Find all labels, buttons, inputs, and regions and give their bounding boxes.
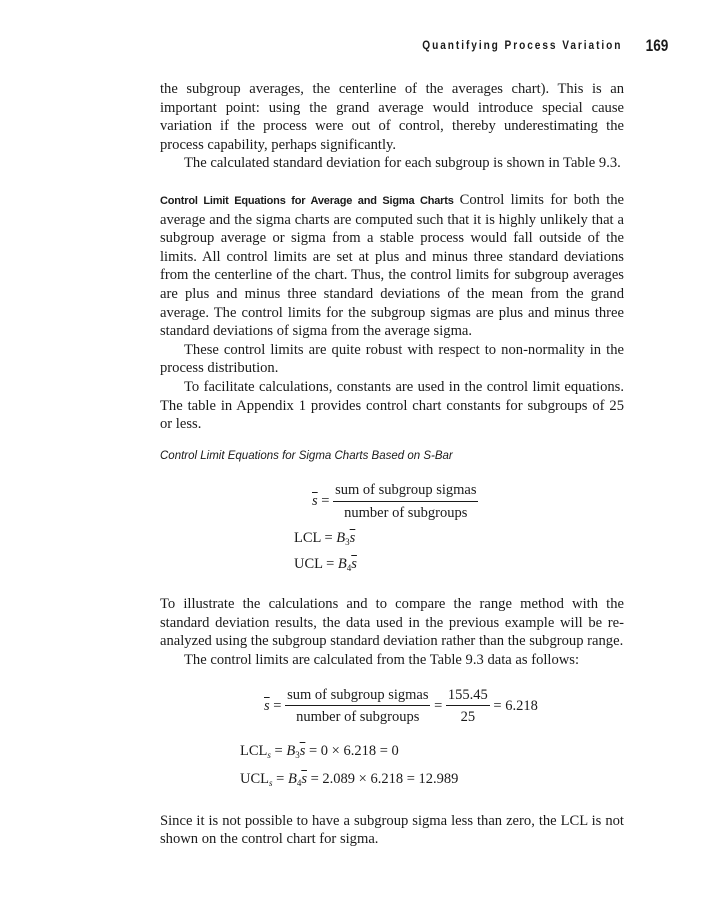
- equation-block-s-bar: [160, 475, 624, 575]
- section-heading: Control Limit Equations for Average and Sigma Charts: [160, 194, 454, 207]
- equation-block-calculation: [160, 680, 624, 796]
- paragraph: The calculated standard deviation for each subgroup is shown in Table 9.3.: [184, 155, 621, 172]
- fraction-values: $\frac{155.45}{25}$: [447, 686, 488, 726]
- s-bar-equation: $\overline{s}$ = $\frac{\text{sum of subgroup sigmas}}{\text{number of subgroups}}$: [312, 482, 477, 521]
- fraction: $\frac{\text{sum of subgroup sigmas}}{\text{number of subgroups}}$: [287, 686, 429, 726]
- s-bar-calculation: $\overline{s}$ = $\frac{\text{sum of subgroup sigmas}}{\text{number of subgroups}}$ = $\frac{155.45}{25}$ = 6.218: [264, 686, 538, 726]
- paragraph: To illustrate the calculations and to compare the range method with the standard deviation results, the data used in the previous example will be re-analyzed using the subgroup standard deviation rather than the subgroup range.: [160, 596, 624, 650]
- paragraph: To facilitate calculations, constants are used in the control limit equations. The table in Appendix 1 provides control chart constants for subgroups of 25 or less.: [160, 378, 624, 433]
- paragraph: The control limits are calculated from the Table 9.3 data as follows:: [184, 652, 580, 669]
- equation-heading: Control Limit Equations for Sigma Charts Based on S-Bar: [160, 449, 453, 462]
- paragraph: Since it is not possible to have a subgroup sigma less than zero, the LCL is not shown on the control chart for sigma.: [160, 812, 624, 848]
- ucl-calculation: $UCL_s = B_4\overline{s} = 2.089 \times 6.218 = 12.989$: [240, 770, 459, 788]
- page-header: [160, 38, 668, 58]
- page-body: [160, 80, 624, 849]
- lcl-equation: LCL = $B_3\overline{s}$: [294, 530, 356, 548]
- running-title: Quantifying Process Variation: [421, 40, 622, 52]
- ucl-equation: UCL = $B_4\overline{s}$: [294, 556, 357, 574]
- page-number: 169: [645, 36, 668, 55]
- lcl-calculation: $LCL_s = B_3\overline{s} = 0 \times 6.218 = 0$: [240, 742, 399, 760]
- paragraph: These control limits are quite robust with respect to non-normality in the process distribution.: [160, 341, 624, 377]
- section-paragraph: [160, 191, 624, 341]
- paragraph: the subgroup averages, the centerline of the averages chart). This is an important point: using the grand average would introduce special cause variation if the process were out of control, thereby underestimating the process capability, perhaps significantly.: [160, 81, 624, 153]
- paragraph-text: Control limits for both the average and the sigma charts are computed such that it is highly unlikely that a subgroup average or sigma from a stable process would fall outside of the limits. All control limits are set at plus and minus three standard deviations from the centerline of the chart. Thus, the control limits for subgroup averages are plus and minus three standard deviations of the mean from the grand average. The control limits for the subgroup sigmas are plus and minus three standard deviations of sigma from the average sigma.: [160, 191, 624, 340]
- fraction: $\frac{\text{sum of subgroup sigmas}}{\text{number of subgroups}}$: [335, 482, 477, 521]
